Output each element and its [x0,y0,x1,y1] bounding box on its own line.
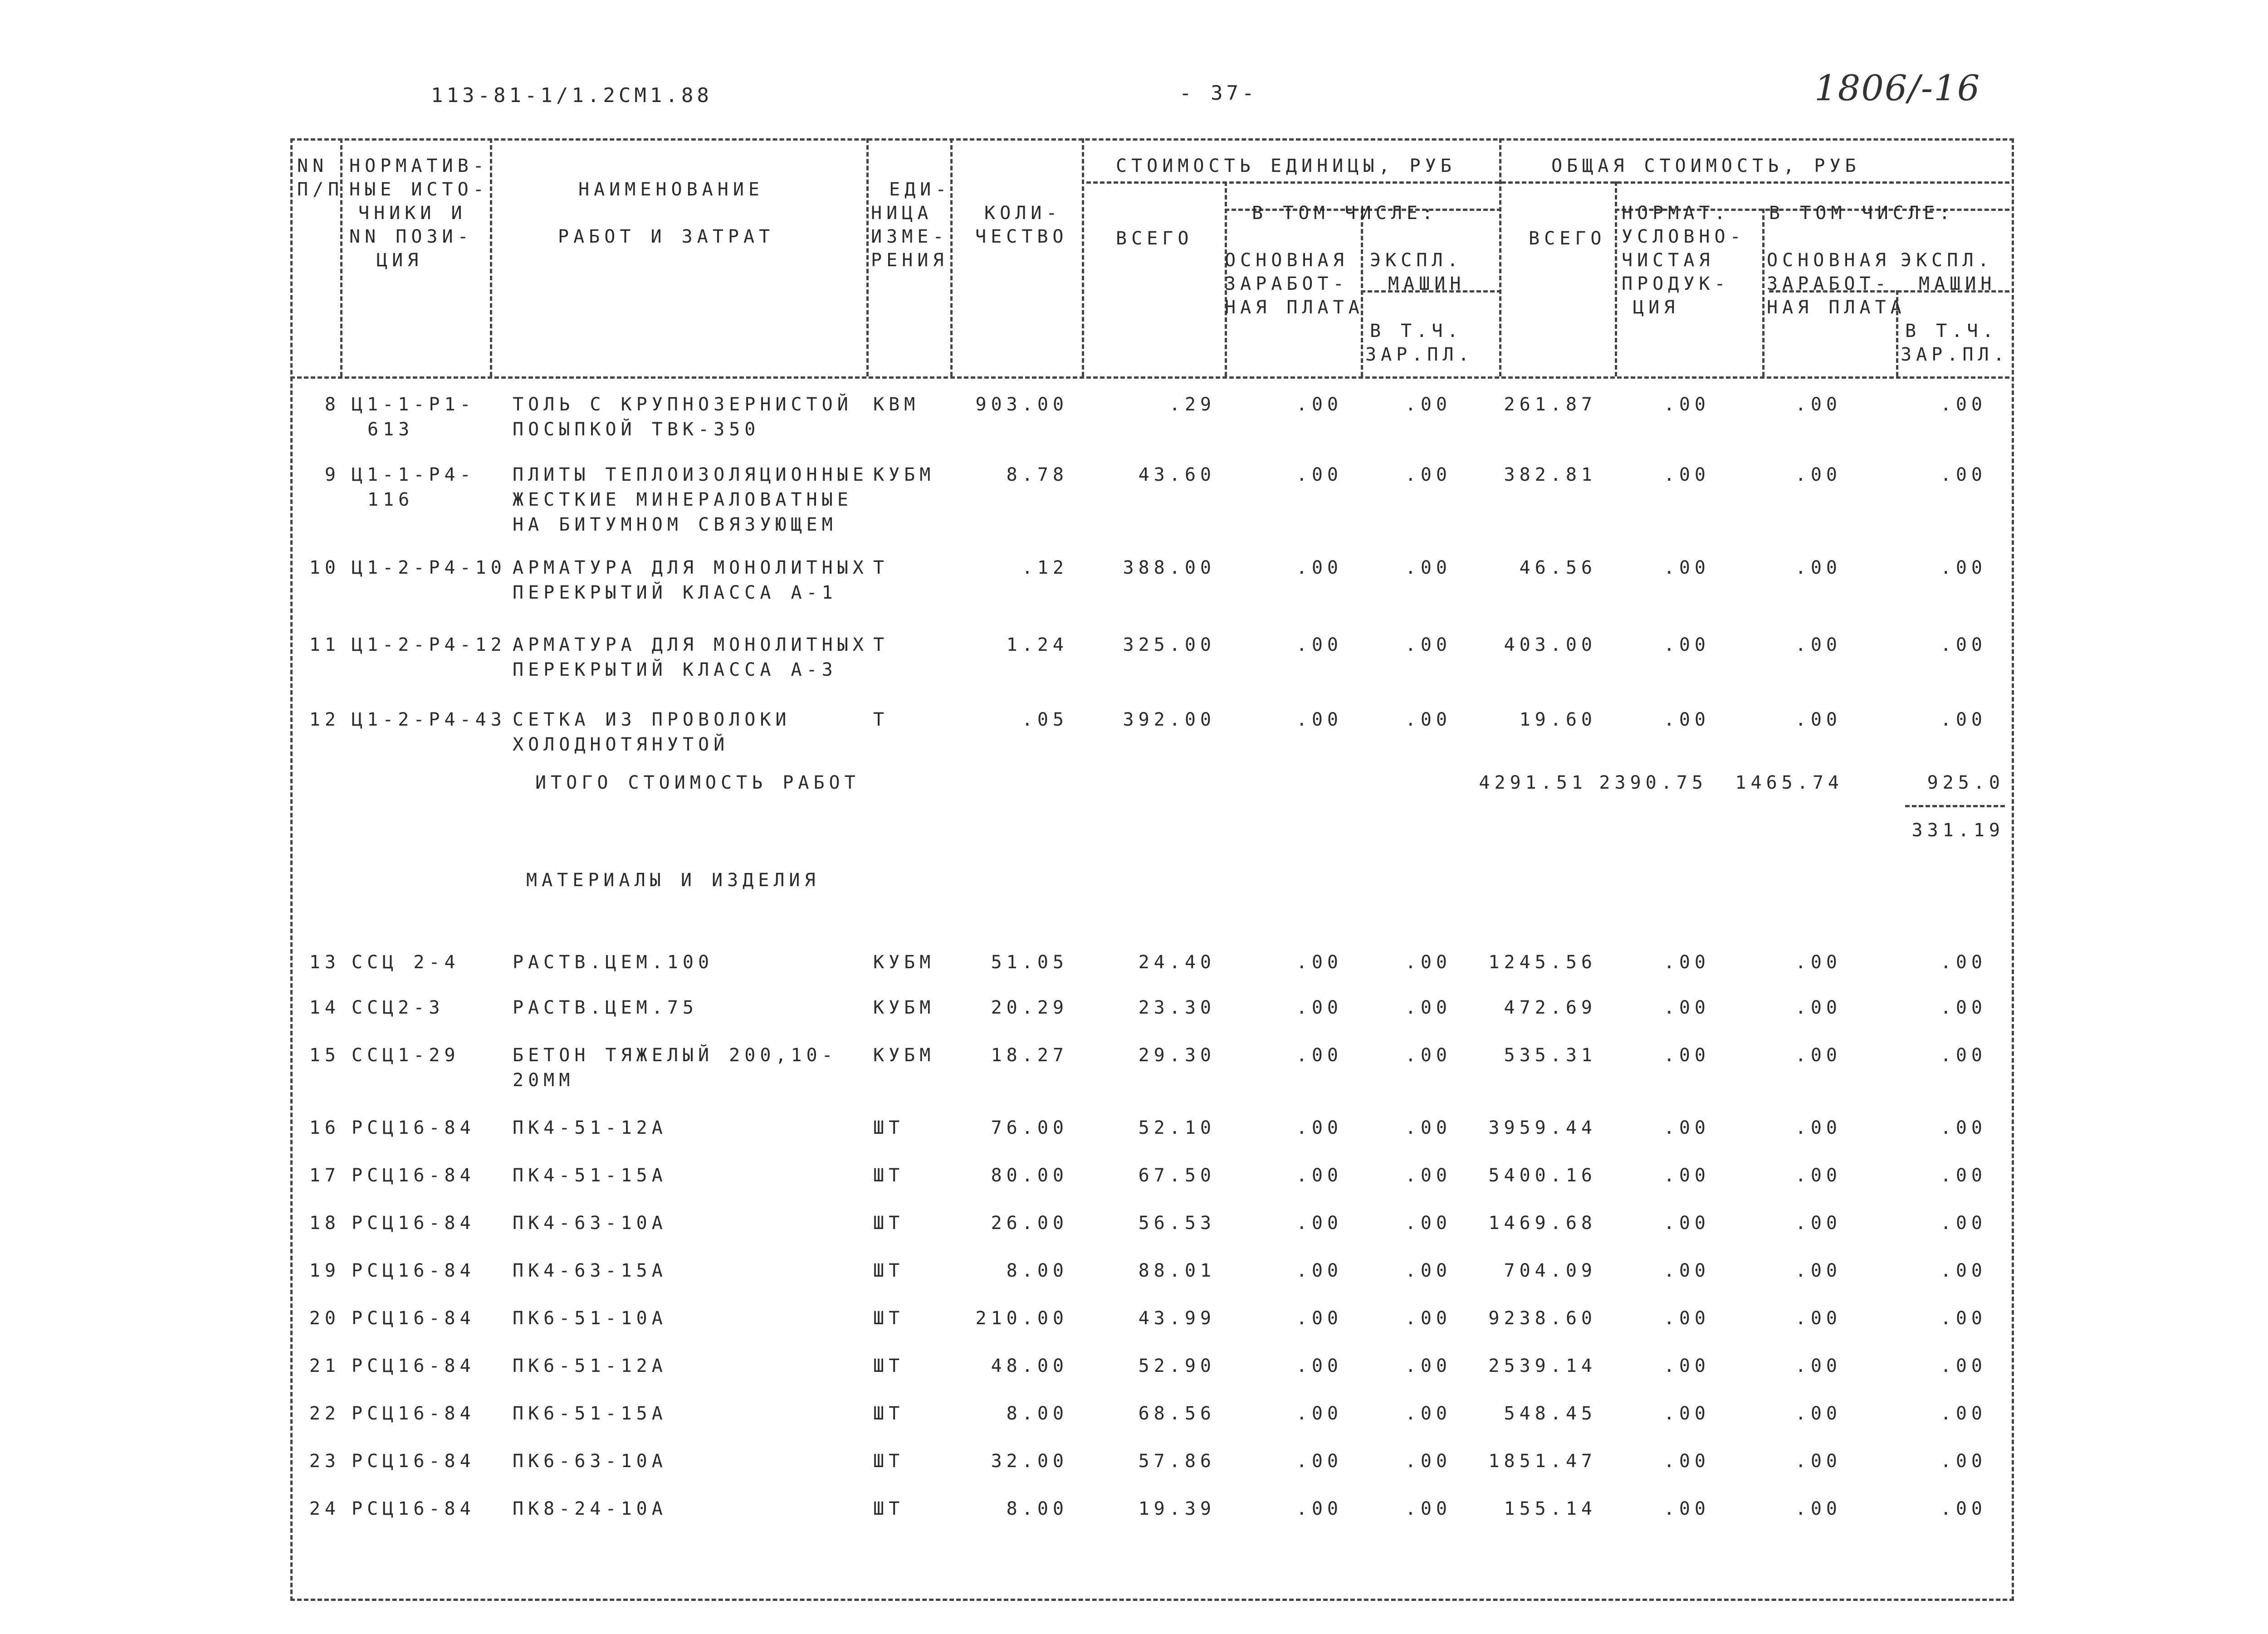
handwritten-reference: 1806/-16 [1814,68,1981,109]
row-mach: .00 [1405,1117,1452,1138]
hdr-total: ВСЕГО [1529,228,1606,249]
row-norm: .00 [1663,1045,1710,1066]
hdr-unit: ИЗМЕ- [871,226,948,247]
row-name: НА БИТУМНОМ СВЯЗУЮЩЕМ [513,514,837,535]
row-wage2: .00 [1795,1045,1842,1066]
row-qty: 80.00 [991,1165,1068,1186]
row-unit: ШТ [873,1260,904,1281]
row-mach: .00 [1405,557,1452,578]
row-unit: Т [873,634,889,655]
row-norm: .00 [1663,709,1710,730]
row-code: РСЦ16-84 [352,1165,475,1186]
row-code: 613 [367,419,414,440]
row-wage: .00 [1296,709,1343,730]
row-wage2: .00 [1795,1356,1842,1376]
row-number: 21 [309,1356,340,1376]
row-wage2: .00 [1795,634,1842,655]
row-total: 2539.14 [1488,1356,1597,1376]
table-row [290,392,2009,447]
row-price: 52.10 [1138,1117,1216,1138]
row-mach2: .00 [1940,394,1987,415]
hdr-unit-total: ВСЕГО [1116,228,1193,249]
row-wage2: .00 [1795,1498,1842,1519]
row-unit: КУБМ [873,1045,935,1066]
row-mach: .00 [1405,1403,1452,1424]
row-wage: .00 [1296,1356,1343,1376]
row-mach: .00 [1405,464,1452,485]
row-wage2: .00 [1795,1403,1842,1424]
row-wage: .00 [1296,1308,1343,1329]
row-wage2: .00 [1795,952,1842,973]
row-qty: .12 [1022,557,1068,578]
hdr-basic-wage-2: ЗАРАБОТ- [1767,273,1891,294]
row-mach2: .00 [1940,1260,1987,1281]
row-price: 23.30 [1138,997,1216,1018]
row-number: 16 [309,1117,340,1138]
row-wage: .00 [1296,394,1343,415]
row-mach: .00 [1405,1045,1452,1066]
row-mach2: .00 [1940,634,1987,655]
row-name: ПЛИТЫ ТЕПЛОИЗОЛЯЦИОННЫЕ [513,464,868,485]
row-mach2: .00 [1940,1451,1987,1472]
hdr-qty: КОЛИ- [984,203,1062,224]
row-wage2: .00 [1795,1213,1842,1234]
row-norm: .00 [1663,1213,1710,1234]
row-code: РСЦ16-84 [352,1213,475,1234]
col-divider [1082,138,1084,376]
row-norm: .00 [1663,557,1710,578]
row-name: АРМАТУРА ДЛЯ МОНОЛИТНЫХ [513,634,868,655]
hdr-machine: МАШИН [1388,273,1466,294]
table-row [290,1354,2009,1408]
row-number: 9 [324,464,340,485]
row-name: ПК8-24-10А [513,1498,667,1519]
table-row [290,1449,2009,1503]
row-total: 1245.56 [1488,952,1597,973]
row-name: ПК4-63-10А [513,1213,667,1234]
row-price: 392.00 [1123,709,1216,730]
row-unit: ШТ [873,1403,904,1424]
subtotal-rule [1905,805,2005,807]
row-wage2: .00 [1795,1308,1842,1329]
row-wage: .00 [1296,1117,1343,1138]
row-number: 15 [309,1045,340,1066]
row-wage: .00 [1296,1045,1343,1066]
row-wage: .00 [1296,997,1343,1018]
row-number: 24 [309,1498,340,1519]
row-name: ПК6-51-12А [513,1356,667,1376]
row-name: РАСТВ.ЦЕМ.100 [513,952,714,973]
row-norm: .00 [1663,394,1710,415]
row-unit: ШТ [873,1356,904,1376]
row-unit: КУБМ [873,952,935,973]
row-qty: 20.29 [991,997,1068,1018]
row-code: Ц1-2-Р4-43 [352,709,506,730]
row-mach2: .00 [1940,1117,1987,1138]
row-total: 472.69 [1504,997,1597,1018]
row-name: ПК4-51-15А [513,1165,667,1186]
row-name: ПЕРЕКРЫТИЙ КЛАССА А-1 [513,582,837,603]
table-row [290,1116,2009,1170]
subtotal-total: 4291.51 [1479,772,1587,793]
table-row [290,1258,2009,1313]
row-mach: .00 [1405,1451,1452,1472]
subtotal-incl-wage: 331.19 [1911,820,2004,841]
row-norm: .00 [1663,634,1710,655]
hdr-incl-wage-2: В Т.Ч. [1905,321,1998,341]
row-total: 155.14 [1504,1498,1597,1519]
row-qty: 8.00 [1006,1260,1068,1281]
row-number: 20 [309,1308,340,1329]
row-unit: ШТ [873,1498,904,1519]
hdr-incl-wage: ЗАР.ПЛ. [1365,344,1474,365]
hdr-machine: ЭКСПЛ. [1370,250,1463,271]
row-mach: .00 [1405,394,1452,415]
row-code: РСЦ16-84 [352,1117,475,1138]
row-number: 23 [309,1451,340,1472]
hdr-normative: NN ПОЗИ- [349,226,473,247]
table-row [290,463,2009,535]
row-mach: .00 [1405,709,1452,730]
row-mach2: .00 [1940,709,1987,730]
row-price: .29 [1169,394,1216,415]
row-code: РСЦ16-84 [352,1403,475,1424]
page-number: - 37- [1179,82,1258,105]
row-number: 11 [309,634,340,655]
row-total: 535.31 [1504,1045,1597,1066]
row-number: 22 [309,1403,340,1424]
row-qty: 903.00 [975,394,1068,415]
hdr-basic-wage: НАЯ ПЛАТА [1225,297,1364,318]
row-number: 8 [324,394,340,415]
row-number: 10 [309,557,340,578]
row-number: 19 [309,1260,340,1281]
hdr-total-cost: ОБЩАЯ СТОИМОСТЬ, РУБ [1551,156,1861,176]
row-wage2: .00 [1795,557,1842,578]
row-price: 68.56 [1138,1403,1216,1424]
row-wage: .00 [1296,952,1343,973]
hdr-basic-wage: ОСНОВНАЯ [1225,250,1349,271]
row-wage: .00 [1296,1498,1343,1519]
hdr-machine-2: МАШИН [1919,273,1996,294]
hdr-normative: ЦИЯ [376,250,423,271]
row-qty: 32.00 [991,1451,1068,1472]
row-wage2: .00 [1795,394,1842,415]
table-row [290,1163,2009,1218]
row-unit: ШТ [873,1165,904,1186]
row-mach2: .00 [1940,1308,1987,1329]
table-row [290,633,2009,687]
row-mach2: .00 [1940,557,1987,578]
row-mach2: .00 [1940,1045,1987,1066]
col-divider [340,138,342,376]
row-qty: 210.00 [975,1308,1068,1329]
row-name: ПК6-63-10А [513,1451,667,1472]
header-bottom-line [290,376,2009,379]
row-total: 548.45 [1504,1403,1597,1424]
hdr-normative-net: НОРМАТ. [1622,203,1730,224]
table-row [290,556,2009,610]
row-name: ПЕРЕКРЫТИЙ КЛАССА А-3 [513,659,837,680]
row-mach: .00 [1405,1260,1452,1281]
table-row [290,1497,2009,1551]
row-price: 88.01 [1138,1260,1216,1281]
row-code: РСЦ16-84 [352,1498,475,1519]
row-mach2: .00 [1940,1213,1987,1234]
row-norm: .00 [1663,1356,1710,1376]
subtotal-norm: 2390.75 [1599,772,1707,793]
row-code: Ц1-2-Р4-12 [352,634,506,655]
row-code: 116 [367,489,414,510]
section-title: МАТЕРИАЛЫ И ИЗДЕЛИЯ [526,870,820,891]
row-total: 704.09 [1504,1260,1597,1281]
row-number: 14 [309,997,340,1018]
row-qty: 48.00 [991,1356,1068,1376]
row-norm: .00 [1663,1308,1710,1329]
row-name: ПК4-63-15А [513,1260,667,1281]
row-unit: КВМ [873,394,920,415]
row-mach2: .00 [1940,1165,1987,1186]
hdr-normative-net: ЧИСТАЯ [1622,250,1715,271]
row-name: ПК4-51-12А [513,1117,667,1138]
row-name: БЕТОН ТЯЖЕЛЫЙ 200,10- [513,1045,837,1066]
row-wage2: .00 [1795,1451,1842,1472]
row-wage: .00 [1296,1213,1343,1234]
row-price: 67.50 [1138,1165,1216,1186]
row-unit: Т [873,709,889,730]
row-code: ССЦ 2-4 [352,952,460,973]
row-wage2: .00 [1795,1260,1842,1281]
hdr-pp: П/П [297,179,344,200]
row-code: РСЦ16-84 [352,1260,475,1281]
row-mach2: .00 [1940,952,1987,973]
row-qty: 51.05 [991,952,1068,973]
row-norm: .00 [1663,1498,1710,1519]
row-norm: .00 [1663,464,1710,485]
row-price: 52.90 [1138,1356,1216,1376]
row-mach2: .00 [1940,1498,1987,1519]
row-wage: .00 [1296,1165,1343,1186]
hdr-normative-net: ПРОДУК- [1622,273,1730,294]
row-norm: .00 [1663,1451,1710,1472]
row-name: ХОЛОДНОТЯНУТОЙ [513,734,729,755]
row-price: 43.99 [1138,1308,1216,1329]
row-name: 20ММ [513,1070,575,1091]
row-wage2: .00 [1795,709,1842,730]
hdr-unit-incl: В ТОМ ЧИСЛЕ: [1252,203,1437,224]
row-unit: ШТ [873,1213,904,1234]
hdr-normative-net: УСЛОВНО- [1622,226,1745,247]
hdr-basic-wage-2: ОСНОВНАЯ [1767,250,1891,271]
row-mach2: .00 [1940,1403,1987,1424]
row-price: 325.00 [1123,634,1216,655]
table-row [290,1401,2009,1456]
row-qty: 1.24 [1006,634,1068,655]
row-wage2: .00 [1795,997,1842,1018]
col-divider [866,138,869,376]
col-divider [1499,138,1501,376]
row-mach2: .00 [1940,997,1987,1018]
row-price: 19.39 [1138,1498,1216,1519]
row-total: 1851.47 [1488,1451,1597,1472]
hdr-basic-wage: ЗАРАБОТ- [1225,273,1349,294]
subtotal-mach: 925.0 [1927,772,2004,793]
row-qty: 76.00 [991,1117,1068,1138]
hdr-unit: НИЦА [871,203,933,224]
row-norm: .00 [1663,997,1710,1018]
row-price: 57.86 [1138,1451,1216,1472]
row-unit: ШТ [873,1308,904,1329]
row-wage2: .00 [1795,464,1842,485]
row-mach: .00 [1405,997,1452,1018]
row-norm: .00 [1663,1165,1710,1186]
hdr-nn: NN [297,156,328,176]
hdr-incl-wage: В Т.Ч. [1370,321,1463,341]
row-code: ССЦ2-3 [352,997,445,1018]
row-name: СЕТКА ИЗ ПРОВОЛОКИ [513,709,791,730]
row-mach: .00 [1405,1356,1452,1376]
row-unit: ШТ [873,1117,904,1138]
subtotal-label: ИТОГО СТОИМОСТЬ РАБОТ [535,772,860,793]
row-wage: .00 [1296,1403,1343,1424]
row-wage: .00 [1296,464,1343,485]
hdr-name: РАБОТ И ЗАТРАТ [558,226,775,247]
row-total: 403.00 [1504,634,1597,655]
table-row [290,707,2009,762]
row-price: 43.60 [1138,464,1216,485]
row-mach: .00 [1405,1308,1452,1329]
row-qty: 8.00 [1006,1498,1068,1519]
hdr-normative: НЫЕ ИСТО- [349,179,489,200]
row-code: Ц1-2-Р4-10 [352,557,506,578]
row-total: 19.60 [1519,709,1597,730]
row-qty: 8.78 [1006,464,1068,485]
table-row [290,995,2009,1050]
row-qty: 26.00 [991,1213,1068,1234]
row-wage: .00 [1296,1451,1343,1472]
hdr-basic-wage-2: НАЯ ПЛАТА [1767,297,1906,318]
row-qty: 18.27 [991,1045,1068,1066]
col-divider [1361,209,1363,376]
row-unit: Т [873,557,889,578]
row-total: 9238.60 [1488,1308,1597,1329]
row-norm: .00 [1663,1403,1710,1424]
row-number: 17 [309,1165,340,1186]
row-unit: КУБМ [873,464,935,485]
row-wage2: .00 [1795,1165,1842,1186]
row-norm: .00 [1663,1260,1710,1281]
row-number: 13 [309,952,340,973]
hdr-unit: ЕДИ- [889,179,951,200]
col-divider [1615,181,1617,376]
row-mach: .00 [1405,1165,1452,1186]
col-divider [950,138,953,376]
row-total: 3959.44 [1488,1117,1597,1138]
row-code: Ц1-1-Р1- [352,394,475,415]
row-mach: .00 [1405,634,1452,655]
hdr-unit-cost: СТОИМОСТЬ ЕДИНИЦЫ, РУБ [1116,156,1456,176]
row-price: 56.53 [1138,1213,1216,1234]
row-price: 29.30 [1138,1045,1216,1066]
row-mach: .00 [1405,1498,1452,1519]
document-code: 113-81-1/1.2СМ1.88 [431,84,713,107]
row-norm: .00 [1663,952,1710,973]
hdr-machine-2: ЭКСПЛ. [1901,250,1994,271]
row-norm: .00 [1663,1117,1710,1138]
row-name: АРМАТУРА ДЛЯ МОНОЛИТНЫХ [513,557,868,578]
table-row [290,1306,2009,1361]
table-row [290,1043,2009,1097]
row-wage: .00 [1296,634,1343,655]
hdr-qty: ЧЕСТВО [975,226,1068,247]
row-mach2: .00 [1940,1356,1987,1376]
row-code: ССЦ1-29 [352,1045,460,1066]
hdr-name: НАИМЕНОВАНИЕ [578,179,764,200]
row-total: 1469.68 [1488,1213,1597,1234]
row-name: РАСТВ.ЦЕМ.75 [513,997,698,1018]
row-qty: 8.00 [1006,1403,1068,1424]
row-name: ТОЛЬ С КРУПНОЗЕРНИСТОЙ [513,394,853,415]
row-wage: .00 [1296,1260,1343,1281]
row-code: РСЦ16-84 [352,1308,475,1329]
row-total: 382.81 [1504,464,1597,485]
row-wage2: .00 [1795,1117,1842,1138]
row-name: ПОСЫПКОЙ ТВК-350 [513,419,760,440]
row-total: 5400.16 [1488,1165,1597,1186]
row-price: 388.00 [1123,557,1216,578]
table-row [290,1211,2009,1265]
row-total: 261.87 [1504,394,1597,415]
hdr-normative: НОРМАТИВ- [349,156,489,176]
row-price: 24.40 [1138,952,1216,973]
row-name: ПК6-51-15А [513,1403,667,1424]
hdr-normative-net: ЦИЯ [1633,297,1680,318]
row-unit: КУБМ [873,997,935,1018]
row-wage: .00 [1296,557,1343,578]
row-name: ЖЕСТКИЕ МИНЕРАЛОВАТНЫЕ [513,489,853,510]
col-divider [1762,209,1765,376]
hdr-normative: ЧНИКИ И [358,203,467,224]
hdr-total-incl: В ТОМ ЧИСЛЕ: [1769,203,1955,224]
row-code: РСЦ16-84 [352,1451,475,1472]
col-divider [490,138,492,376]
row-unit: ШТ [873,1451,904,1472]
row-number: 18 [309,1213,340,1234]
row-mach: .00 [1405,1213,1452,1234]
row-mach: .00 [1405,952,1452,973]
row-name: ПК6-51-10А [513,1308,667,1329]
row-number: 12 [309,709,340,730]
row-total: 46.56 [1519,557,1597,578]
hdr-unit: РЕНИЯ [871,250,948,271]
row-mach2: .00 [1940,464,1987,485]
row-code: Ц1-1-Р4- [352,464,475,485]
hdr-incl-wage-2: ЗАР.ПЛ. [1901,344,2009,365]
subtotal-wage: 1465.74 [1735,772,1843,793]
row-qty: .05 [1022,709,1068,730]
row-code: РСЦ16-84 [352,1356,475,1376]
